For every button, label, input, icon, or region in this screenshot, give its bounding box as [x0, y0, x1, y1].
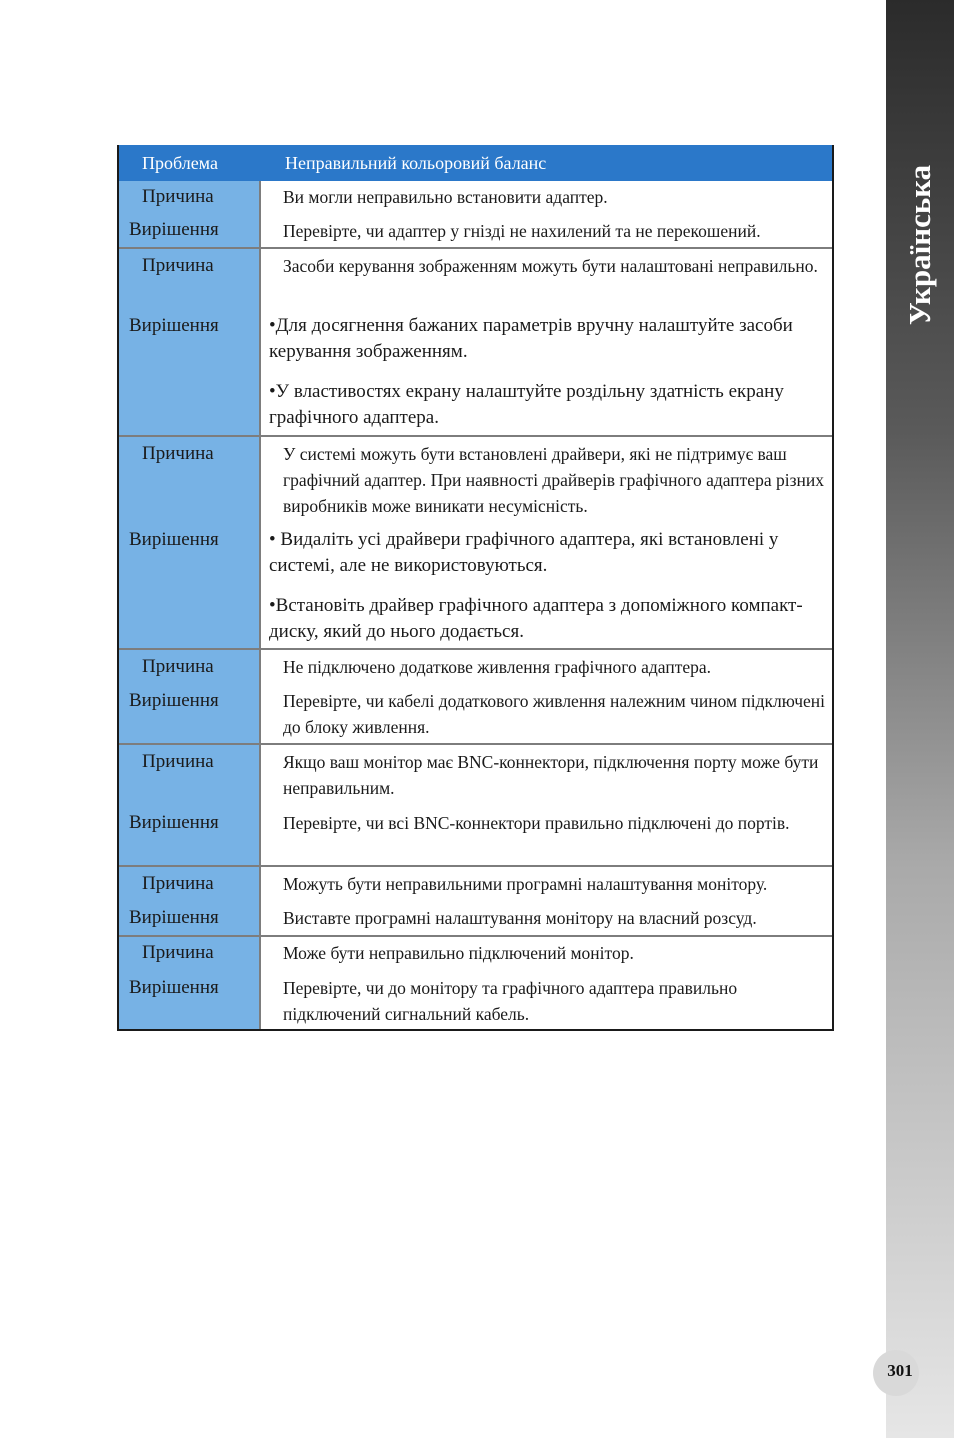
problem-title: Неправильний кольоровий баланс: [285, 152, 547, 173]
cause-text: Може бути неправильно підключений монітор.: [283, 943, 634, 963]
solution-text: Перевірте, чи адаптер у гнізді не нахилений та не перекошений.: [283, 221, 761, 241]
solution-bullet: •Встановіть драйвер графічного адаптера з допоміжного компакт-диску, який до нього додається.: [269, 595, 803, 642]
cause-label: Причина: [142, 186, 214, 207]
solution-label: Вирішення: [129, 907, 219, 928]
troubleshooting-table: [117, 145, 834, 1031]
cause-text: У системі можуть бути встановлені драйвери, які не підтримує ваш графічний адаптер. При наявності драйверів графічного адаптера різних виробників може виникати несумісність.: [283, 444, 824, 516]
solution-label: Вирішення: [129, 812, 219, 833]
table-header: [119, 145, 832, 181]
cause-text: Не підключено додаткове живлення графічного адаптера.: [283, 657, 711, 677]
solution-text: Перевірте, чи всі BNC-коннектори правильно підключені до портів.: [283, 813, 790, 833]
solution-bullet: •Для досягнення бажаних параметрів вручну налаштуйте засоби керування зображенням.: [269, 315, 793, 362]
solution-text: Виставте програмні налаштування монітору на власний розсуд.: [283, 908, 757, 928]
cause-label: Причина: [142, 873, 214, 894]
solution-label: Вирішення: [129, 690, 219, 711]
table-row: [119, 865, 832, 935]
solution-label: Вирішення: [129, 219, 219, 240]
solution-label: Вирішення: [129, 315, 219, 336]
cause-label: Причина: [142, 443, 214, 464]
cause-label: Причина: [142, 751, 214, 772]
cause-label: Причина: [142, 942, 214, 963]
table-row: [119, 435, 832, 648]
table-row: [119, 181, 832, 247]
solution-label: Вирішення: [129, 977, 219, 998]
cause-text: Можуть бути неправильними програмні налаштування монітору.: [283, 874, 768, 894]
table-row: [119, 743, 832, 865]
page-number: 301: [887, 1361, 913, 1380]
problem-label: Проблема: [142, 152, 218, 173]
solution-label: Вирішення: [129, 529, 219, 550]
table-row: [119, 247, 832, 435]
cause-text: Ви могли неправильно встановити адаптер.: [283, 187, 608, 207]
cause-label: Причина: [142, 656, 214, 677]
cause-label: Причина: [142, 255, 214, 276]
language-label: Українська: [902, 164, 937, 326]
solution-text: Перевірте, чи до монітору та графічного адаптера правильно підключений сигнальний кабель.: [283, 978, 738, 1024]
table-row: [119, 648, 832, 743]
solution-bullet: •У властивостях екрану налаштуйте роздільну здатність екрану графічного адаптера.: [269, 381, 784, 428]
cause-text: Якщо ваш монітор має BNC-коннектори, підключення порту може бути неправильним.: [283, 752, 819, 798]
solution-bullet: • Видаліть усі драйвери графічного адаптера, які встановлені у системі, але не використовуються.: [269, 529, 779, 576]
cause-text: Засоби керування зображенням можуть бути налаштовані неправильно.: [283, 256, 818, 276]
solution-text: Перевірте, чи кабелі додаткового живлення належним чином підключені до блоку живлення.: [283, 691, 825, 737]
table-row: [119, 935, 832, 1029]
